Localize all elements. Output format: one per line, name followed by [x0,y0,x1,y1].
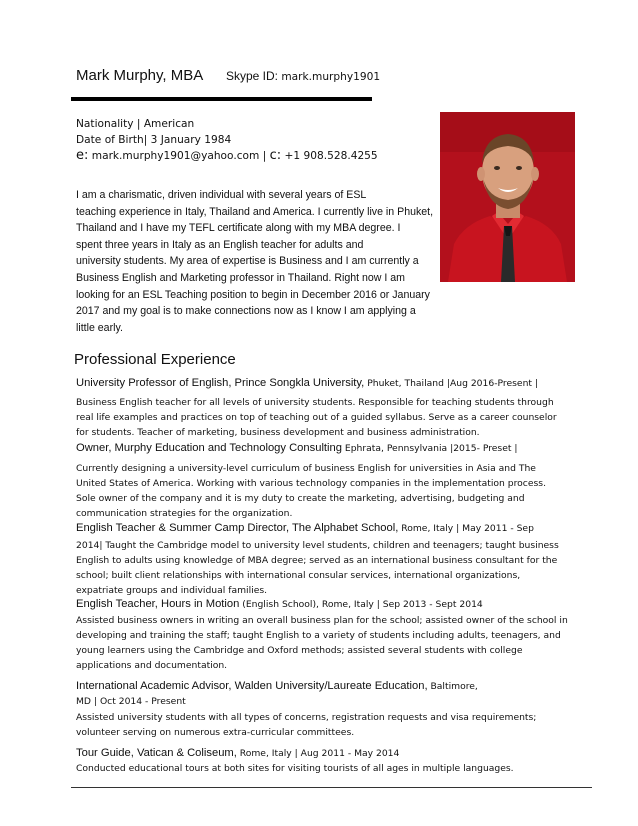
date-of-birth: Date of Birth| 3 January 1984 [76,133,232,146]
skype-label: Skype ID: [226,69,282,83]
job-heading [76,679,566,694]
job-description-line: applications and documentation. [76,660,228,672]
job-description-line: Assisted university students with all types of concerns, registration requests and visa requirements; [76,711,537,723]
job-description-line: Business English teacher for all levels of university students. Responsible for teaching students through [76,397,554,408]
job-entry [76,679,566,741]
job-description [76,395,566,440]
job-description-line: expatriate groups and individual families. [76,585,268,597]
job-entry [76,746,566,776]
job-title: Owner, Murphy Education and Technology Consulting [76,442,342,454]
candidate-name: Mark Murphy, MBA [76,67,204,84]
job-entry [76,376,566,440]
job-title: Tour Guide, Vatican & Coliseum, [76,747,237,759]
summary-line: spent three years in Italy as an English teacher for adults and [76,238,364,251]
job-description-line: MD | Oct 2014 - Present [76,696,186,707]
skype-id: mark.murphy1901 [281,71,381,83]
job-location-dates: (English School), Rome, Italy | Sep 2013 - Sept 2014 [239,599,483,610]
header-divider [71,97,372,101]
summary-paragraph [76,187,442,336]
job-description-line: school; built client relationships with international consular services, international organizations, [76,570,521,582]
job-entry [76,441,566,521]
portrait-image [440,112,575,282]
summary-line: teaching experience in Italy, Thailand and America. I currently live in Phuket, [76,205,434,218]
job-title: University Professor of English, Prince Songkla University, [76,377,365,389]
summary-line: 2017 and my goal is to make connections now as I know I am applying a [76,305,416,318]
job-heading [76,376,566,391]
job-heading [76,521,566,536]
job-location-dates: Ephrata, Pennsylvania |2015- Preset | [341,443,518,454]
job-description [76,461,566,521]
job-location-dates: Phuket, Thailand |Aug 2016-Present | [364,378,539,389]
email-phone-line [76,148,378,165]
job-description-line: communication strategies for the organization. [76,508,293,520]
job-title: International Academic Advisor, Walden University/Laureate Education, [76,680,428,692]
email: mark.murphy1901@yahoo.com | [88,150,270,162]
section-title-professional-experience: Professional Experience [74,351,236,368]
job-description-line: English to adults using knowledge of MBA degree; served as an international business consultant for the [76,555,558,567]
profile-photo [440,112,575,282]
job-entry [76,521,566,598]
summary-line: Thailand and I have my TEFL certificate along with my MBA degree. I [76,222,401,235]
job-description-line: 2014| Taught the Cambridge model to university level students, children and teenagers; taught business [76,540,559,551]
job-title: English Teacher, Hours in Motion [76,598,240,610]
job-location-dates: Rome, Italy | Aug 2011 - May 2014 [236,748,400,759]
phone-prefix: c: [269,148,282,163]
job-description-line: real life examples and practices on top of teaching out of a guided syllabus. Serve as a career counselor [76,412,557,424]
job-heading [76,441,566,456]
job-description [76,538,566,598]
job-heading [76,597,566,612]
skype-info [226,69,380,83]
job-description-line: for students. Teacher of marketing, business development and business administration. [76,427,480,439]
job-location-dates: Baltimore, [427,681,478,692]
job-description-line: Conducted educational tours at both sites for visiting tourists of all ages in multiple languages. [76,763,514,774]
summary-line: I am a charismatic, driven individual with several years of ESL [76,189,367,201]
job-description-line: Sole owner of the company and it is my duty to create the marketing, advertising, budgeting and [76,493,525,505]
summary-line: looking for an ESL Teaching position to begin in December 2016 or January [76,288,430,301]
job-location-dates: Rome, Italy | May 2011 - Sep [398,523,534,534]
job-heading [76,746,566,761]
job-description [76,694,566,741]
summary-line: Business English and Marketing professor in Thailand. Right now I am [76,271,405,284]
summary-line: university students. My area of expertise is Business and I am currently a [76,255,419,268]
job-description-line: young learners using the Cambridge and Oxford methods; assisted several students with college [76,645,523,657]
footer-divider [71,787,592,788]
contact-block [76,117,378,165]
job-title: English Teacher & Summer Camp Director, The Alphabet School, [76,522,399,534]
job-description-line: Currently designing a university-level curriculum of business English for universities in Asia and The [76,463,536,474]
job-entry [76,597,566,673]
job-description [76,613,566,673]
job-description-line: Assisted business owners in writing an overall business plan for the school; assisted owner of the school in [76,615,568,626]
email-prefix: e: [76,148,89,163]
job-description-line: United States of America. Working with various technology companies in the implementation process. [76,478,546,490]
job-description-line: volunteer serving on numerous extra-curricular committees. [76,727,355,738]
phone: +1 908.528.4255 [281,150,378,162]
nationality: Nationality | American [76,118,195,130]
job-description-line: developing and training the staff; taught English to a variety of students including adults, teenagers, and [76,630,561,642]
job-description [76,761,566,776]
summary-line: little early. [76,321,123,334]
